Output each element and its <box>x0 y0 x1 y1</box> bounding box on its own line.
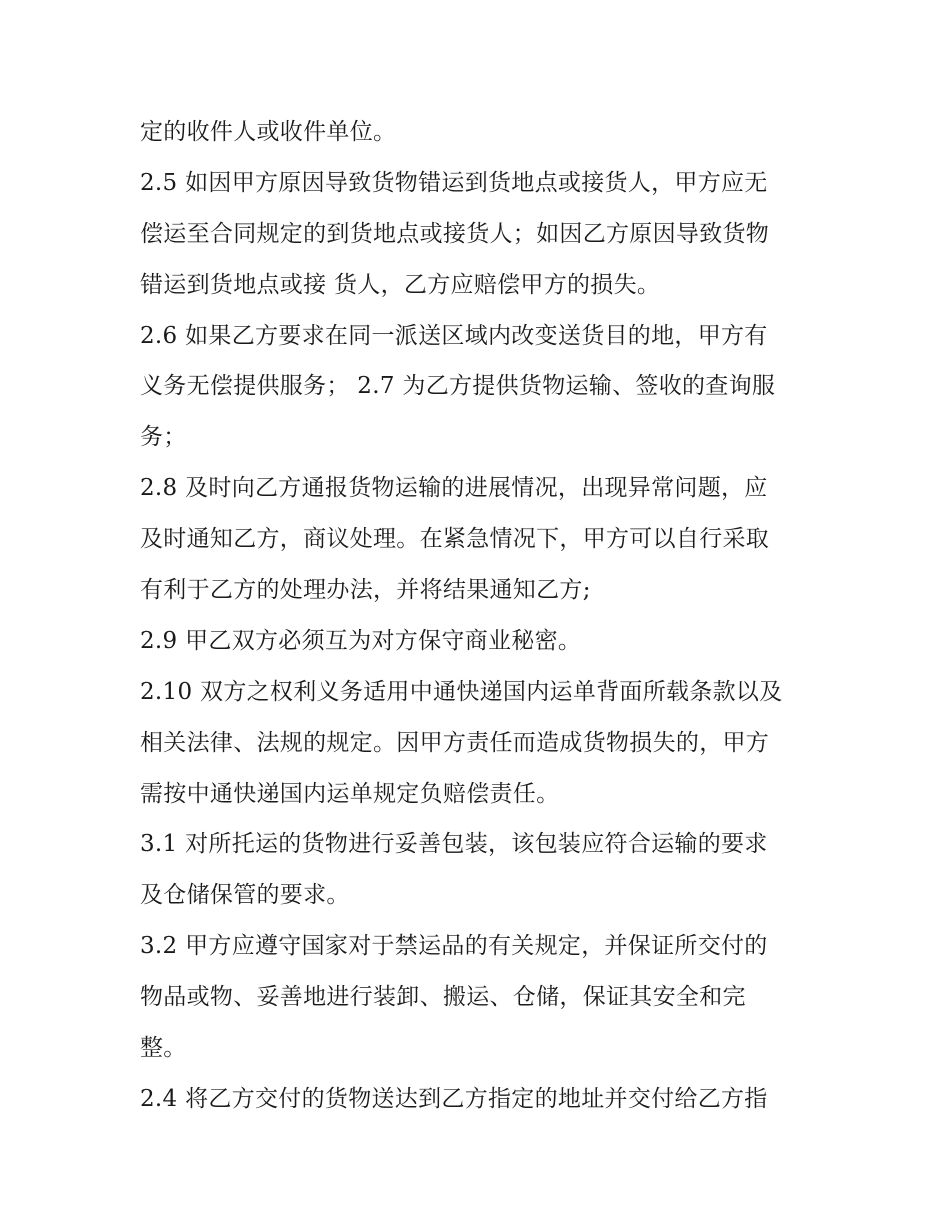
text-line: 需按中通快递国内运单规定负赔偿责任。 <box>140 780 560 807</box>
text-line: 定的收件人或收件单位。 <box>140 119 397 145</box>
text-line: 有利于乙方的处理办法，并将结果通知乙方; <box>140 577 591 604</box>
text-line: 2.6 如果乙方要求在同一派送区域内改变送货目的地，甲方有 <box>140 322 768 349</box>
text-line: 3.1 对所托运的货物进行妥善包装，该包装应符合运输的要求 <box>140 831 768 858</box>
text-line: 及仓储保管的要求。 <box>140 882 350 909</box>
text-line: 整。 <box>140 1035 187 1062</box>
text-line: 及时通知乙方，商议处理。在紧急情况下，甲方可以自行采取 <box>140 526 770 553</box>
text-line: 2.5 如因甲方原因导致货物错运到货地点或接货人，甲方应无 <box>140 169 768 196</box>
text-line: 3.2 甲方应遵守国家对于禁运品的有关规定，并保证所交付的 <box>140 933 768 960</box>
text-line: 义务无偿提供服务； 2.7 为乙方提供货物运输、签收的查询服 <box>140 373 776 400</box>
text-line: 偿运至合同规定的到货地点或接货人；如因乙方原因导致货物 <box>140 220 770 247</box>
document-body <box>140 107 830 1125</box>
text-line: 2.10 双方之权利义务适用中通快递国内运单背面所载条款以及 <box>140 678 783 705</box>
text-line: 2.4 将乙方交付的货物送达到乙方指定的地址并交付给乙方指 <box>140 1085 768 1112</box>
text-line: 错运到货地点或接 货人，乙方应赔偿甲方的损失。 <box>140 271 661 298</box>
text-line: 2.8 及时向乙方通报货物运输的进展情况，出现异常问题，应 <box>140 475 768 502</box>
text-line: 物品或物、妥善地进行装卸、搬运、仓储，保证其安全和完 <box>140 984 746 1011</box>
text-line: 2.9 甲乙双方必须互为对方保守商业秘密。 <box>140 627 582 654</box>
text-line: 相关法律、法规的规定。因甲方责任而造成货物损失的，甲方 <box>140 729 770 756</box>
text-line: 务； <box>140 424 187 451</box>
